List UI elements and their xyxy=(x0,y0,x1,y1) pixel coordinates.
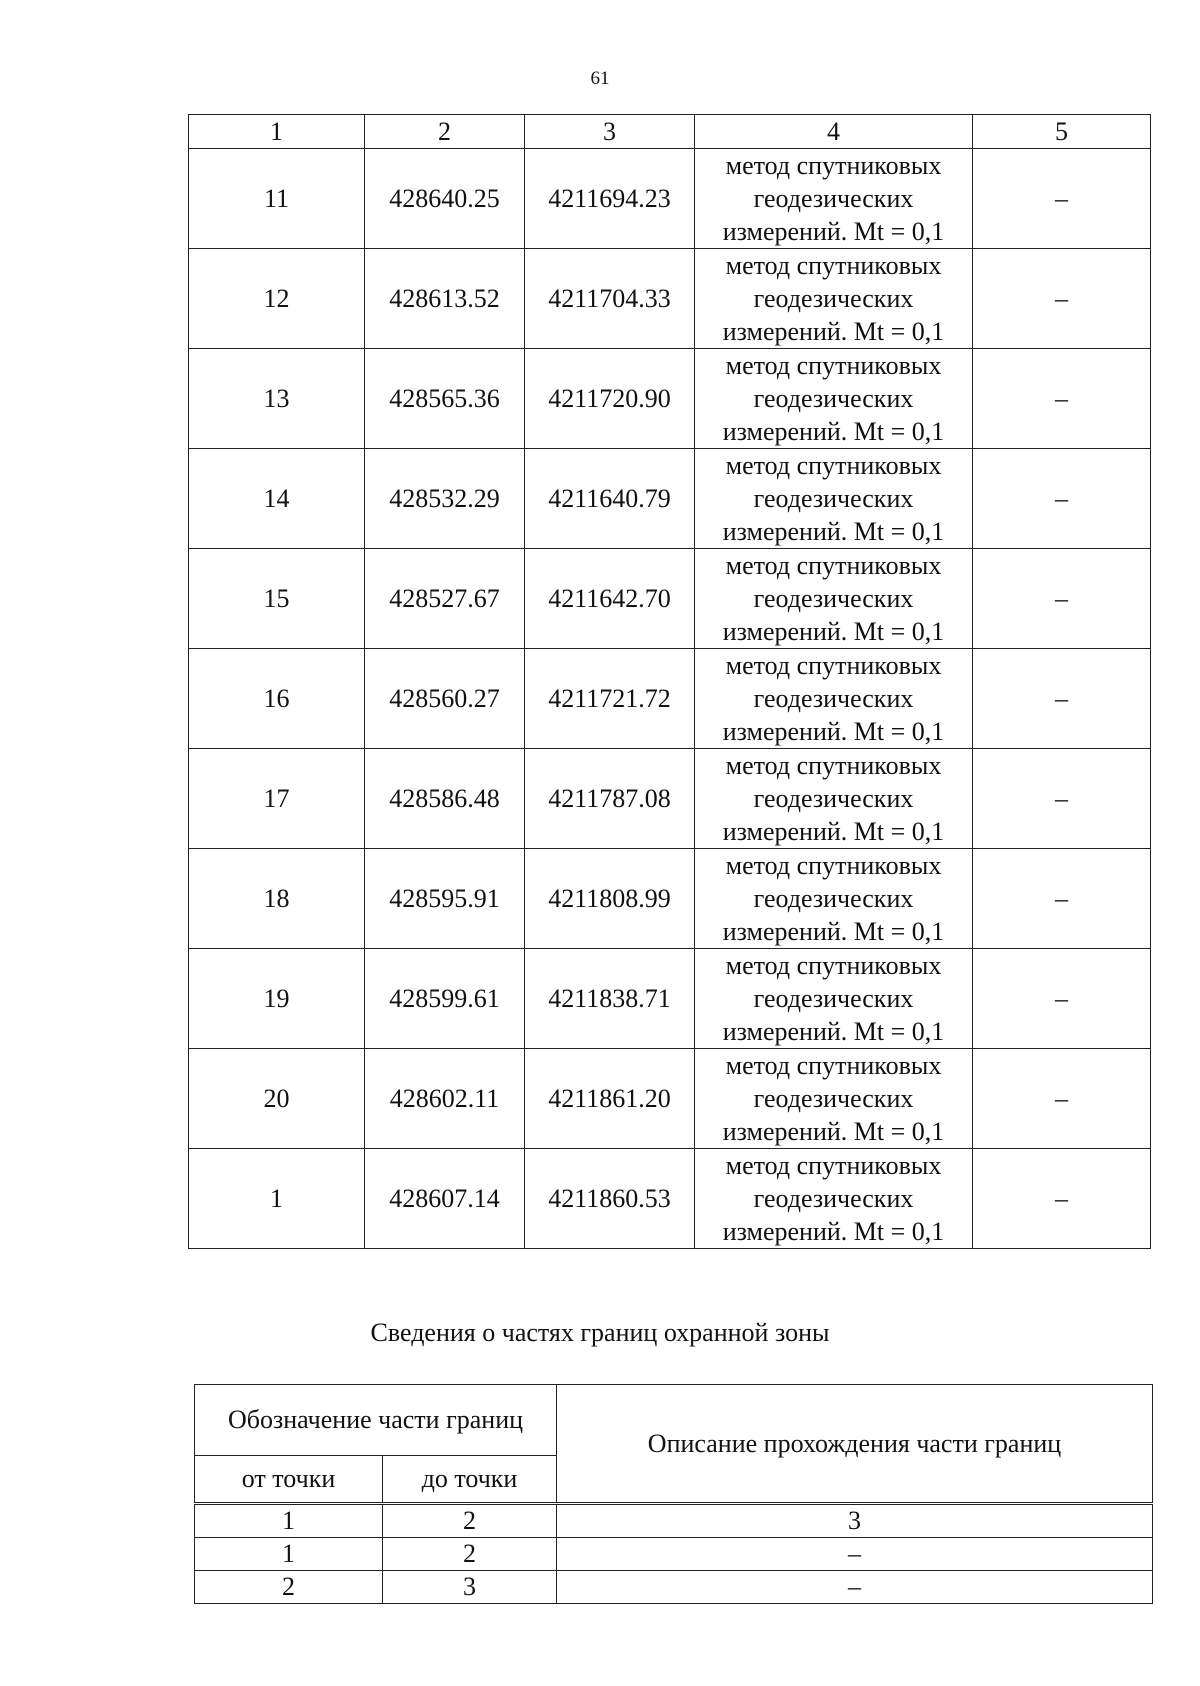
table-row xyxy=(189,349,1151,449)
column-number: 3 xyxy=(557,1504,1153,1538)
method-line: геодезических xyxy=(753,184,914,213)
method-line: измерений. Mt = 0,1 xyxy=(722,1117,945,1146)
point-number-cell: 18 xyxy=(189,849,365,949)
to-point-cell: 2 xyxy=(383,1538,557,1571)
coordinates-table xyxy=(188,114,1151,1249)
table-row xyxy=(195,1538,1153,1571)
method-line: метод спутниковых xyxy=(725,351,942,380)
description-cell: – xyxy=(557,1571,1153,1604)
x-coordinate-cell: 428595.91 xyxy=(365,849,525,949)
method-line: метод спутниковых xyxy=(725,651,942,680)
point-number-cell: 20 xyxy=(189,1049,365,1149)
table-row xyxy=(189,649,1151,749)
note-cell: – xyxy=(973,949,1151,1049)
note-cell: – xyxy=(973,849,1151,949)
point-number-cell: 11 xyxy=(189,149,365,249)
x-coordinate-cell: 428532.29 xyxy=(365,449,525,549)
note-cell: – xyxy=(973,649,1151,749)
method-line: метод спутниковых xyxy=(725,151,942,180)
method-cell xyxy=(695,1049,973,1149)
description-cell: – xyxy=(557,1538,1153,1571)
note-cell: – xyxy=(973,349,1151,449)
method-line: геодезических xyxy=(753,584,914,613)
method-line: метод спутниковых xyxy=(725,851,942,880)
from-point-cell: 2 xyxy=(195,1571,383,1604)
note-cell: – xyxy=(973,249,1151,349)
method-line: геодезических xyxy=(753,384,914,413)
method-line: геодезических xyxy=(753,284,914,313)
point-number-cell: 19 xyxy=(189,949,365,1049)
point-number-cell: 1 xyxy=(189,1149,365,1249)
method-line: измерений. Mt = 0,1 xyxy=(722,217,945,246)
method-line: метод спутниковых xyxy=(725,451,942,480)
method-line: геодезических xyxy=(753,784,914,813)
note-cell: – xyxy=(973,549,1151,649)
to-point-cell: 3 xyxy=(383,1571,557,1604)
method-line: метод спутниковых xyxy=(725,1151,942,1180)
boundary-parts-table xyxy=(194,1384,1153,1604)
method-cell xyxy=(695,449,973,549)
column-number: 2 xyxy=(383,1504,557,1538)
method-line: метод спутниковых xyxy=(725,951,942,980)
table-row xyxy=(189,1049,1151,1149)
table-row xyxy=(189,249,1151,349)
table-row xyxy=(189,1149,1151,1249)
method-line: измерений. Mt = 0,1 xyxy=(722,917,945,946)
point-number-cell: 15 xyxy=(189,549,365,649)
designation-header: Обозначение части границ xyxy=(195,1385,557,1456)
y-coordinate-cell: 4211720.90 xyxy=(525,349,695,449)
table-row xyxy=(189,149,1151,249)
table-row xyxy=(189,449,1151,549)
y-coordinate-cell: 4211861.20 xyxy=(525,1049,695,1149)
note-cell: – xyxy=(973,1049,1151,1149)
to-point-header: до точки xyxy=(383,1456,557,1504)
method-line: метод спутниковых xyxy=(725,751,942,780)
method-line: измерений. Mt = 0,1 xyxy=(722,617,945,646)
table-row xyxy=(189,549,1151,649)
column-header: 4 xyxy=(695,115,973,149)
y-coordinate-cell: 4211808.99 xyxy=(525,849,695,949)
x-coordinate-cell: 428527.67 xyxy=(365,549,525,649)
method-cell xyxy=(695,1149,973,1249)
page-number: 61 xyxy=(590,68,610,89)
table-row xyxy=(189,849,1151,949)
point-number-cell: 16 xyxy=(189,649,365,749)
note-cell: – xyxy=(973,749,1151,849)
method-line: метод спутниковых xyxy=(725,1051,942,1080)
y-coordinate-cell: 4211694.23 xyxy=(525,149,695,249)
method-cell xyxy=(695,749,973,849)
method-cell xyxy=(695,949,973,1049)
x-coordinate-cell: 428586.48 xyxy=(365,749,525,849)
x-coordinate-cell: 428560.27 xyxy=(365,649,525,749)
description-header: Описание прохождения части границ xyxy=(557,1385,1153,1504)
column-header: 1 xyxy=(189,115,365,149)
method-cell xyxy=(695,149,973,249)
method-line: метод спутниковых xyxy=(725,251,942,280)
note-cell: – xyxy=(973,149,1151,249)
x-coordinate-cell: 428599.61 xyxy=(365,949,525,1049)
method-line: измерений. Mt = 0,1 xyxy=(722,1017,945,1046)
x-coordinate-cell: 428640.25 xyxy=(365,149,525,249)
method-line: измерений. Mt = 0,1 xyxy=(722,417,945,446)
method-line: геодезических xyxy=(753,1084,914,1113)
method-cell xyxy=(695,349,973,449)
method-cell xyxy=(695,849,973,949)
column-header: 5 xyxy=(973,115,1151,149)
method-line: геодезических xyxy=(753,884,914,913)
y-coordinate-cell: 4211721.72 xyxy=(525,649,695,749)
table-row xyxy=(195,1571,1153,1604)
method-line: геодезических xyxy=(753,984,914,1013)
table-header-row xyxy=(195,1385,1153,1456)
y-coordinate-cell: 4211640.79 xyxy=(525,449,695,549)
point-number-cell: 14 xyxy=(189,449,365,549)
point-number-cell: 17 xyxy=(189,749,365,849)
from-point-header: от точки xyxy=(195,1456,383,1504)
method-line: измерений. Mt = 0,1 xyxy=(722,517,945,546)
method-line: геодезических xyxy=(753,1184,914,1213)
column-header: 3 xyxy=(525,115,695,149)
x-coordinate-cell: 428607.14 xyxy=(365,1149,525,1249)
y-coordinate-cell: 4211787.08 xyxy=(525,749,695,849)
method-cell xyxy=(695,649,973,749)
table-row xyxy=(189,749,1151,849)
y-coordinate-cell: 4211704.33 xyxy=(525,249,695,349)
point-number-cell: 12 xyxy=(189,249,365,349)
method-line: измерений. Mt = 0,1 xyxy=(722,717,945,746)
method-line: измерений. Mt = 0,1 xyxy=(722,1217,945,1246)
y-coordinate-cell: 4211860.53 xyxy=(525,1149,695,1249)
y-coordinate-cell: 4211642.70 xyxy=(525,549,695,649)
method-line: геодезических xyxy=(753,684,914,713)
from-point-cell: 1 xyxy=(195,1538,383,1571)
note-cell: – xyxy=(973,1149,1151,1249)
method-line: измерений. Mt = 0,1 xyxy=(722,817,945,846)
table-row xyxy=(189,949,1151,1049)
section-title: Сведения о частях границ охранной зоны xyxy=(370,1318,830,1347)
x-coordinate-cell: 428613.52 xyxy=(365,249,525,349)
method-line: измерений. Mt = 0,1 xyxy=(722,317,945,346)
method-line: метод спутниковых xyxy=(725,551,942,580)
x-coordinate-cell: 428565.36 xyxy=(365,349,525,449)
column-number: 1 xyxy=(195,1504,383,1538)
method-cell xyxy=(695,549,973,649)
point-number-cell: 13 xyxy=(189,349,365,449)
y-coordinate-cell: 4211838.71 xyxy=(525,949,695,1049)
column-header: 2 xyxy=(365,115,525,149)
note-cell: – xyxy=(973,449,1151,549)
column-numbering-row xyxy=(195,1504,1153,1538)
x-coordinate-cell: 428602.11 xyxy=(365,1049,525,1149)
method-cell xyxy=(695,249,973,349)
method-line: геодезических xyxy=(753,484,914,513)
table-header-row xyxy=(189,115,1151,149)
